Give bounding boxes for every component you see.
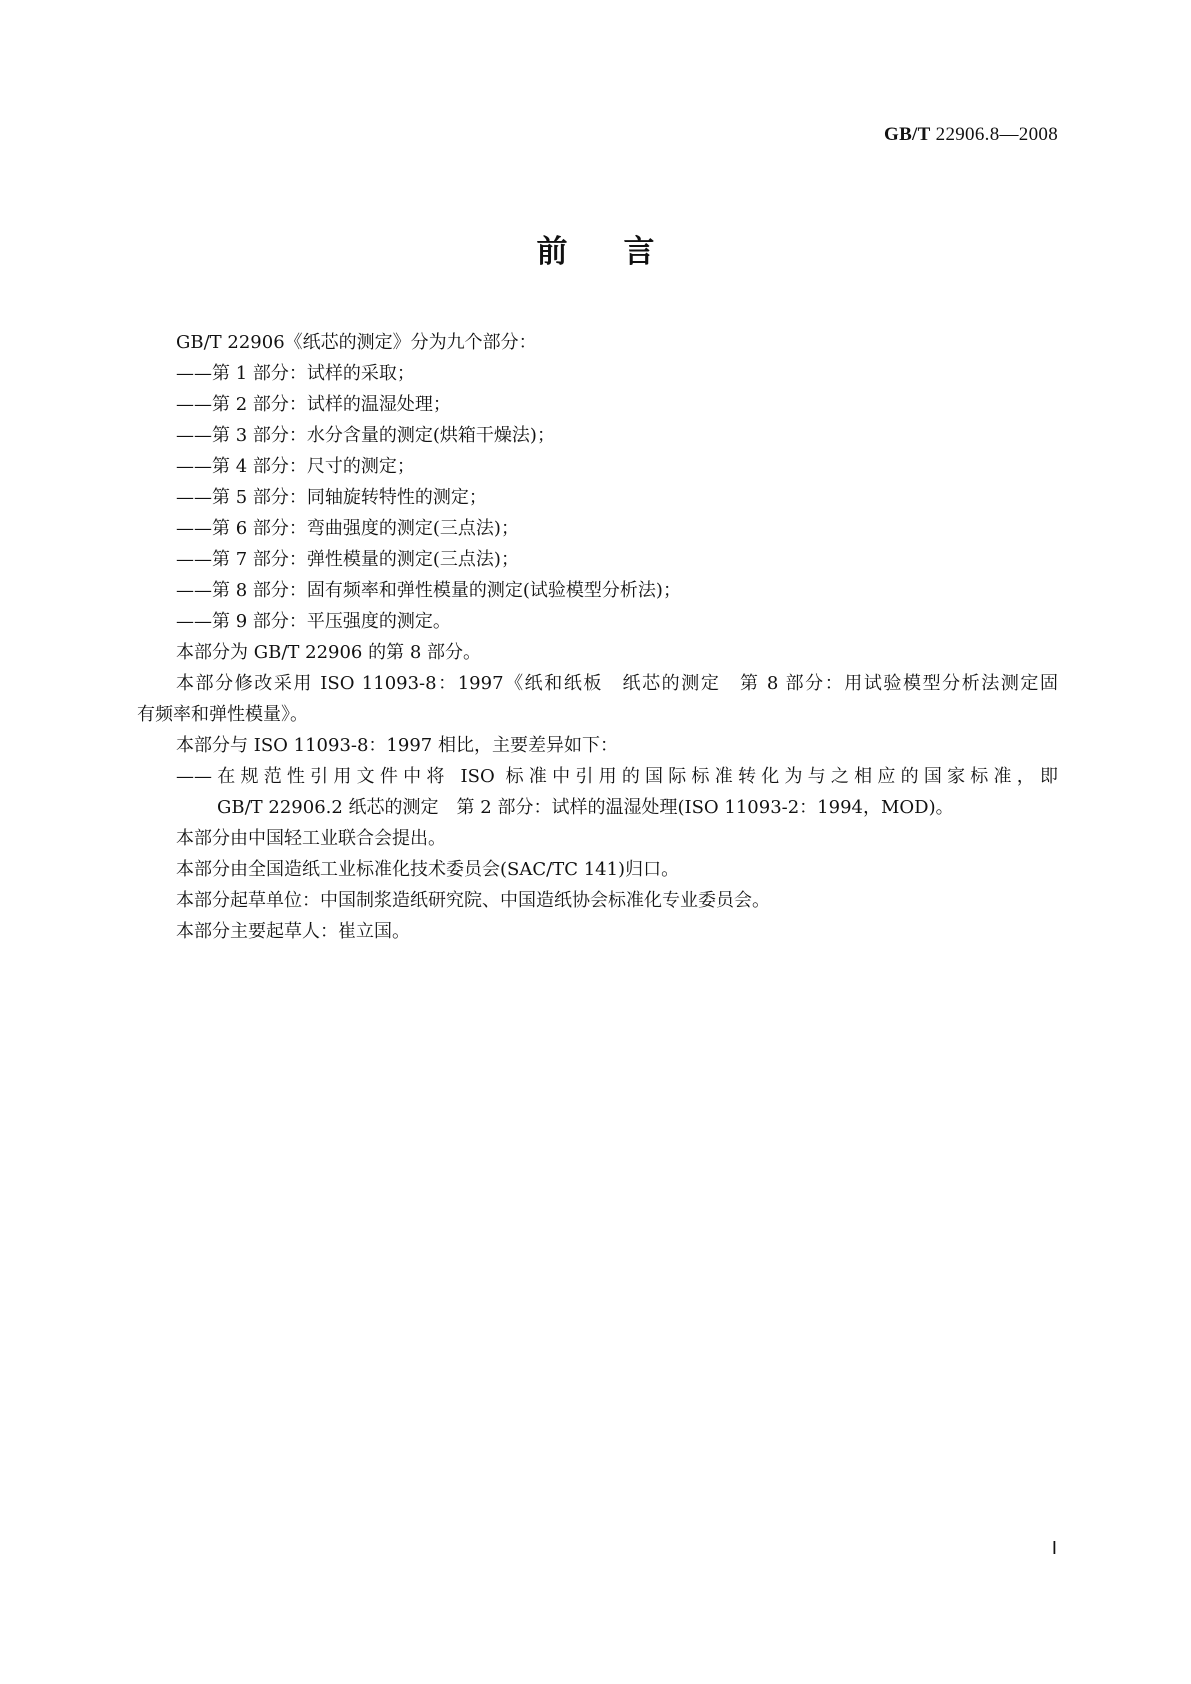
part-item-2: ——第 2 部分：试样的温湿处理； bbox=[176, 394, 451, 415]
difference-line-1: ——在规范性引用文件中将 ISO 标准中引用的国际标准转化为与之相应的国家标准，即 bbox=[176, 766, 1058, 787]
page-title bbox=[0, 226, 1191, 271]
title-char-1: 前 bbox=[536, 234, 568, 270]
proposed-by-paragraph: 本部分由中国轻工业联合会提出。 bbox=[176, 828, 446, 849]
managed-by-paragraph: 本部分由全国造纸工业标准化技术委员会(SAC/TC 141)归口。 bbox=[176, 859, 680, 880]
part-item-5: ——第 5 部分：同轴旋转特性的测定； bbox=[176, 487, 487, 508]
title-char-2: 言 bbox=[623, 234, 655, 270]
part-item-7: ——第 7 部分：弹性模量的测定(三点法)； bbox=[176, 549, 519, 570]
part-item-8: ——第 8 部分：固有频率和弹性模量的测定(试验模型分析法)； bbox=[176, 580, 681, 601]
standard-code bbox=[884, 124, 1058, 146]
part-item-4: ——第 4 部分：尺寸的测定； bbox=[176, 456, 415, 477]
page-number: Ⅰ bbox=[1051, 1538, 1057, 1558]
drafter-paragraph: 本部分主要起草人：崔立国。 bbox=[176, 921, 410, 942]
foreword-body bbox=[137, 327, 1058, 947]
part-item-1: ——第 1 部分：试样的采取； bbox=[176, 363, 415, 384]
standard-code-prefix: GB/T bbox=[883, 124, 931, 145]
this-part-paragraph: 本部分为 GB/T 22906 的第 8 部分。 bbox=[176, 642, 481, 663]
part-item-6: ——第 6 部分：弯曲强度的测定(三点法)； bbox=[176, 518, 519, 539]
intro-paragraph: GB/T 22906《纸芯的测定》分为九个部分： bbox=[176, 332, 537, 353]
differences-intro: 本部分与 ISO 11093-8：1997 相比，主要差异如下： bbox=[176, 735, 618, 756]
part-item-9: ——第 9 部分：平压强度的测定。 bbox=[176, 611, 451, 632]
adoption-line-2: 有频率和弹性模量》。 bbox=[137, 704, 308, 725]
difference-line-2: GB/T 22906.2 纸芯的测定 第 2 部分：试样的温湿处理(ISO 11093-2：1994，MOD)。 bbox=[217, 797, 954, 818]
adoption-line-1: 本部分修改采用 ISO 11093-8：1997《纸和纸板 纸芯的测定 第 8 部分：用试验模型分析法测定固 bbox=[176, 673, 1058, 694]
drafting-units-paragraph: 本部分起草单位：中国制浆造纸研究院、中国造纸协会标准化专业委员会。 bbox=[176, 890, 770, 911]
part-item-3: ——第 3 部分：水分含量的测定(烘箱干燥法)； bbox=[176, 425, 555, 446]
standard-code-number: 22906.8—2008 bbox=[930, 124, 1058, 145]
